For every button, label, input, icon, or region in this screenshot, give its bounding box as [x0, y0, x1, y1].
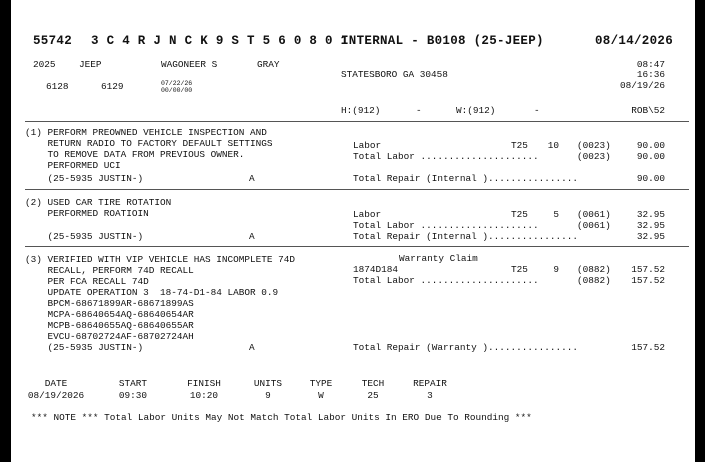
promised-date: 08/19/26 [619, 80, 665, 91]
line-2-desc-2: PERFORMED ROATIOIN [25, 208, 149, 219]
line-1-repair-amount: 90.00 [636, 173, 665, 184]
line-1-desc-3: TO REMOVE DATA FROM PREVIOUS OWNER. [25, 149, 245, 160]
line-2-tech: (25-5935 JUSTIN-) [25, 231, 144, 242]
divider [25, 121, 689, 122]
line-3-claim-label: Warranty Claim [399, 253, 478, 264]
line-3-repair-amount: 157.52 [631, 342, 665, 353]
vehicle-make: JEEP [79, 59, 102, 70]
line-2-labor-code: (0061) [577, 209, 611, 220]
line-3-repair-label: Total Repair (Warranty )................ [353, 342, 579, 353]
line-1-desc-1: (1) PERFORM PREOWNED VEHICLE INSPECTION AND [25, 127, 267, 138]
line-1-labor-label: Labor [353, 140, 382, 151]
summary-tech: 25 [367, 390, 379, 401]
customer-location: STATESBORO GA 30458 [341, 69, 448, 80]
line-1-total-label: Total Labor ..................... [353, 151, 539, 162]
line-3-desc-2: RECALL, PERFORM 74D RECALL [25, 265, 194, 276]
summary-header-repair: REPAIR [413, 378, 447, 389]
small-date-two: 00/00/00 [161, 87, 193, 94]
home-phone: H:(912) [341, 105, 381, 116]
repair-order-document [11, 0, 695, 462]
line-1-desc-4: PERFORMED UCI [25, 160, 121, 171]
summary-repair: 3 [427, 390, 433, 401]
line-3-labor-units: 9 [553, 264, 559, 275]
line-2-type: A [249, 231, 255, 242]
time-in: 08:47 [636, 59, 665, 70]
line-3-desc-5: BPCM-68671899AR-68671899AS [25, 298, 194, 309]
line-1-desc-2: RETURN RADIO TO FACTORY DEFAULT SETTINGS [25, 138, 273, 149]
line-2-total-amount: 32.95 [636, 220, 665, 231]
line-3-desc-3: PER FCA RECALL 74D [25, 276, 149, 287]
line-2-total-label: Total Labor ..................... [353, 220, 539, 231]
summary-date: 08/19/2026 [27, 390, 85, 401]
line-3-total-label: Total Labor ..................... [353, 275, 539, 286]
summary-header-date: DATE [44, 378, 68, 389]
code-one: 6128 [46, 81, 69, 92]
line-1-tech: (25-5935 JUSTIN-) [25, 173, 144, 184]
summary-header-tech: TECH [361, 378, 385, 389]
line-3-desc-6: MCPA-68640654AQ-68640654AR [25, 309, 194, 320]
line-2-labor-amount: 32.95 [636, 209, 665, 220]
line-3-type: A [249, 342, 255, 353]
line-3-total-code: (0882) [577, 275, 611, 286]
ro-date: 08/14/2026 [595, 34, 674, 48]
line-3-desc-4: UPDATE OPERATION 3 18-74-D1-84 LABOR 0.9 [25, 287, 279, 298]
divider [25, 246, 689, 247]
service-advisor: ROB\52 [631, 105, 665, 116]
summary-finish: 10:20 [189, 390, 219, 401]
line-1-repair-label: Total Repair (Internal )................ [353, 173, 579, 184]
summary-start: 09:30 [118, 390, 148, 401]
rounding-note: *** NOTE *** Total Labor Units May Not Match Total Labor Units In ERO Due To Rounding *** [31, 412, 532, 423]
line-2-desc-1: (2) USED CAR TIRE ROTATION [25, 197, 172, 208]
line-3-desc-8: EVCU-68702724AF-68702724AH [25, 331, 194, 342]
vehicle-model: WAGONEER S [161, 59, 218, 70]
line-2-repair-label: Total Repair (Internal )................ [353, 231, 579, 242]
vehicle-year: 2025 [33, 59, 56, 70]
line-1-labor-tech: T25 [511, 140, 528, 151]
line-1-total-code: (0023) [577, 151, 611, 162]
summary-units: 9 [265, 390, 271, 401]
summary-header-units: UNITS [253, 378, 283, 389]
summary-header-start: START [118, 378, 148, 389]
ro-title: INTERNAL - B0108 (25-JEEP) [341, 34, 544, 48]
line-3-labor-label: 1874D184 [353, 264, 399, 275]
line-3-tech: (25-5935 JUSTIN-) [25, 342, 144, 353]
line-2-total-code: (0061) [577, 220, 611, 231]
line-3-total-amount: 157.52 [631, 275, 665, 286]
summary-header-finish: FINISH [187, 378, 221, 389]
ro-number: 55742 [33, 34, 73, 48]
line-1-labor-amount: 90.00 [636, 140, 665, 151]
divider [25, 189, 689, 190]
vin: 3 C 4 R J N C K 9 S T 5 6 0 8 0 1 [91, 34, 349, 48]
work-phone: W:(912) [456, 105, 496, 116]
vehicle-color: GRAY [257, 59, 280, 70]
code-two: 6129 [101, 81, 124, 92]
phone-dash-two: - [534, 105, 540, 116]
line-1-type: A [249, 173, 255, 184]
line-3-desc-1: (3) VERIFIED WITH VIP VEHICLE HAS INCOMPLETE 74D [25, 254, 296, 265]
line-2-labor-tech: T25 [511, 209, 528, 220]
summary-header-type: TYPE [309, 378, 333, 389]
line-2-labor-units: 5 [553, 209, 559, 220]
line-3-labor-code: (0882) [577, 264, 611, 275]
line-3-desc-7: MCPB-68640655AQ-68640655AR [25, 320, 194, 331]
line-2-labor-label: Labor [353, 209, 382, 220]
line-2-repair-amount: 32.95 [636, 231, 665, 242]
small-date-one: 07/22/26 [161, 80, 193, 87]
line-1-labor-code: (0023) [577, 140, 611, 151]
line-1-labor-units: 10 [547, 140, 559, 151]
phone-dash-one: - [416, 105, 422, 116]
line-3-labor-amount: 157.52 [631, 264, 665, 275]
summary-type: W [318, 390, 324, 401]
time-out: 16:36 [636, 69, 665, 80]
line-3-labor-tech: T25 [511, 264, 528, 275]
line-1-total-amount: 90.00 [636, 151, 665, 162]
